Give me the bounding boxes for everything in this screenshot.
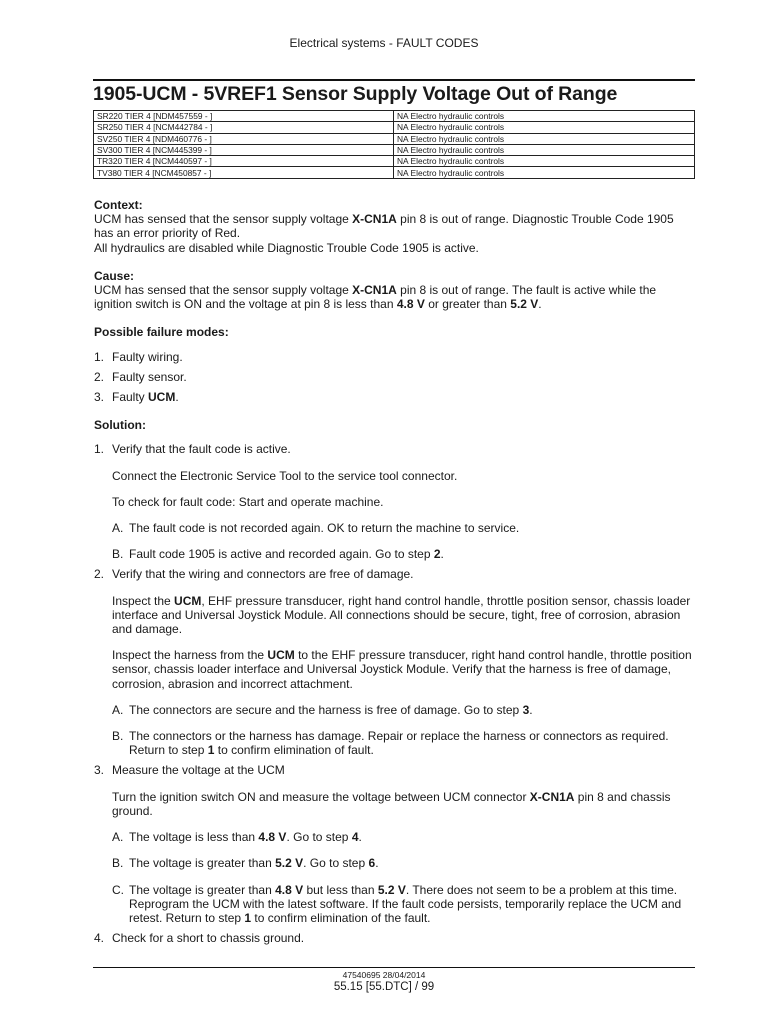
model-cell: SR220 TIER 4 [NDM457559 - ] xyxy=(94,111,394,122)
cause-paragraph: UCM has sensed that the sensor supply voltage X-CN1A pin 8 is out of range. The fault is active while the ignition switch is ON and the voltage at pin 8 is less than 4.8 V or greater than 5.2 V. xyxy=(94,283,657,312)
model-cell: SV250 TIER 4 [NDM460776 - ] xyxy=(94,133,394,144)
page-title: 1905-UCM - 5VREF1 Sensor Supply Voltage Out of Range xyxy=(93,83,618,105)
step-3-option-a: A. The voltage is less than 4.8 V. Go to step 4. xyxy=(112,830,362,845)
list-item: 2. Faulty sensor. xyxy=(94,369,187,384)
step-3-option-b: B. The voltage is greater than 5.2 V. Go to step 6. xyxy=(112,856,379,871)
solution-step-1: 1. Verify that the fault code is active. xyxy=(94,442,291,457)
step-1-paragraph-1: Connect the Electronic Service Tool to the service tool connector. xyxy=(112,468,458,483)
model-cell: TV380 TIER 4 [NCM450857 - ] xyxy=(94,167,394,178)
model-cell: SV300 TIER 4 [NCM445399 - ] xyxy=(94,144,394,155)
cause-heading: Cause: xyxy=(94,268,135,283)
solution-step-4: 4. Check for a short to chassis ground. xyxy=(94,931,305,946)
type-cell: NA Electro hydraulic controls xyxy=(394,144,695,155)
title-rule xyxy=(93,79,695,81)
step-1-paragraph-2: To check for fault code: Start and operate machine. xyxy=(112,494,384,509)
footer-page-ref: 55.15 [55.DTC] / 99 xyxy=(333,981,435,993)
step-1-option-a: A. The fault code is not recorded again. OK to return the machine to service. xyxy=(112,521,520,536)
solution-heading: Solution: xyxy=(94,418,146,433)
step-2-option-b: B. The connectors or the harness has damage. Repair or replace the harness or connectors as required. Return to step 1 to confirm elimination of fault. xyxy=(112,729,669,758)
context-heading: Context: xyxy=(94,198,143,212)
step-2-paragraph-2: Inspect the harness from the UCM to the EHF pressure transducer, right hand control handle, throttle position sensor, chassis loader interface and Universal Joystick Module. Verify that the harness is free of damage, corrosion, abrasion and incorrect attachment. xyxy=(112,648,692,691)
table-row xyxy=(94,133,695,144)
step-1-option-b: B. Fault code 1905 is active and recorded again. Go to step 2. xyxy=(112,547,444,562)
solution-step-3: 3. Measure the voltage at the UCM xyxy=(94,763,285,778)
type-cell: NA Electro hydraulic controls xyxy=(394,122,695,133)
table-row xyxy=(94,122,695,133)
footer-rule xyxy=(93,967,695,968)
step-2-option-a: A. The connectors are secure and the harness is free of damage. Go to step 3. xyxy=(112,702,533,717)
step-2-paragraph-1: Inspect the UCM, EHF pressure transducer, right hand control handle, throttle position sensor, chassis loader interface and Universal Joystick Module. All connections should be secure, tight, free of corrosion, abrasion and damage. xyxy=(112,593,691,637)
main-content xyxy=(94,198,695,945)
table-row xyxy=(94,111,695,122)
footer-doc-code: 47540695 28/04/2014 xyxy=(342,970,426,980)
context-paragraph-2: All hydraulics are disabled while Diagnostic Trouble Code 1905 is active. xyxy=(94,240,479,255)
table-row xyxy=(94,144,695,155)
running-header: Electrical systems - FAULT CODES xyxy=(289,36,479,50)
model-applicability-table xyxy=(93,110,695,179)
list-item: 3. Faulty UCM. xyxy=(94,390,179,405)
step-3-option-c: C. The voltage is greater than 4.8 V but less than 5.2 V. There does not seem to be a problem at this time. Reprogram the UCM with the latest software. If the fault code persists, temporarily replace the UCM and retest. Return to step 1 to confirm elimination of the fault. xyxy=(112,882,682,925)
type-cell: NA Electro hydraulic controls xyxy=(394,111,695,122)
solution-step-2: 2. Verify that the wiring and connectors are free of damage. xyxy=(94,567,414,582)
type-cell: NA Electro hydraulic controls xyxy=(394,156,695,167)
table-row xyxy=(94,156,695,167)
model-cell: SR250 TIER 4 [NCM442784 - ] xyxy=(94,122,394,133)
context-paragraph-1: UCM has sensed that the sensor supply voltage X-CN1A pin 8 is out of range. Diagnostic Trouble Code 1905 has an error priority of Red. xyxy=(94,212,674,241)
model-cell: TR320 TIER 4 [NCM440597 - ] xyxy=(94,156,394,167)
failure-modes-heading: Possible failure modes: xyxy=(94,325,229,340)
step-3-paragraph-1: Turn the ignition switch ON and measure the voltage between UCM connector X-CN1A pin 8 and chassis ground. xyxy=(112,789,671,818)
list-item: 1. Faulty wiring. xyxy=(94,349,183,364)
type-cell: NA Electro hydraulic controls xyxy=(394,167,695,178)
table-row xyxy=(94,167,695,178)
type-cell: NA Electro hydraulic controls xyxy=(394,133,695,144)
